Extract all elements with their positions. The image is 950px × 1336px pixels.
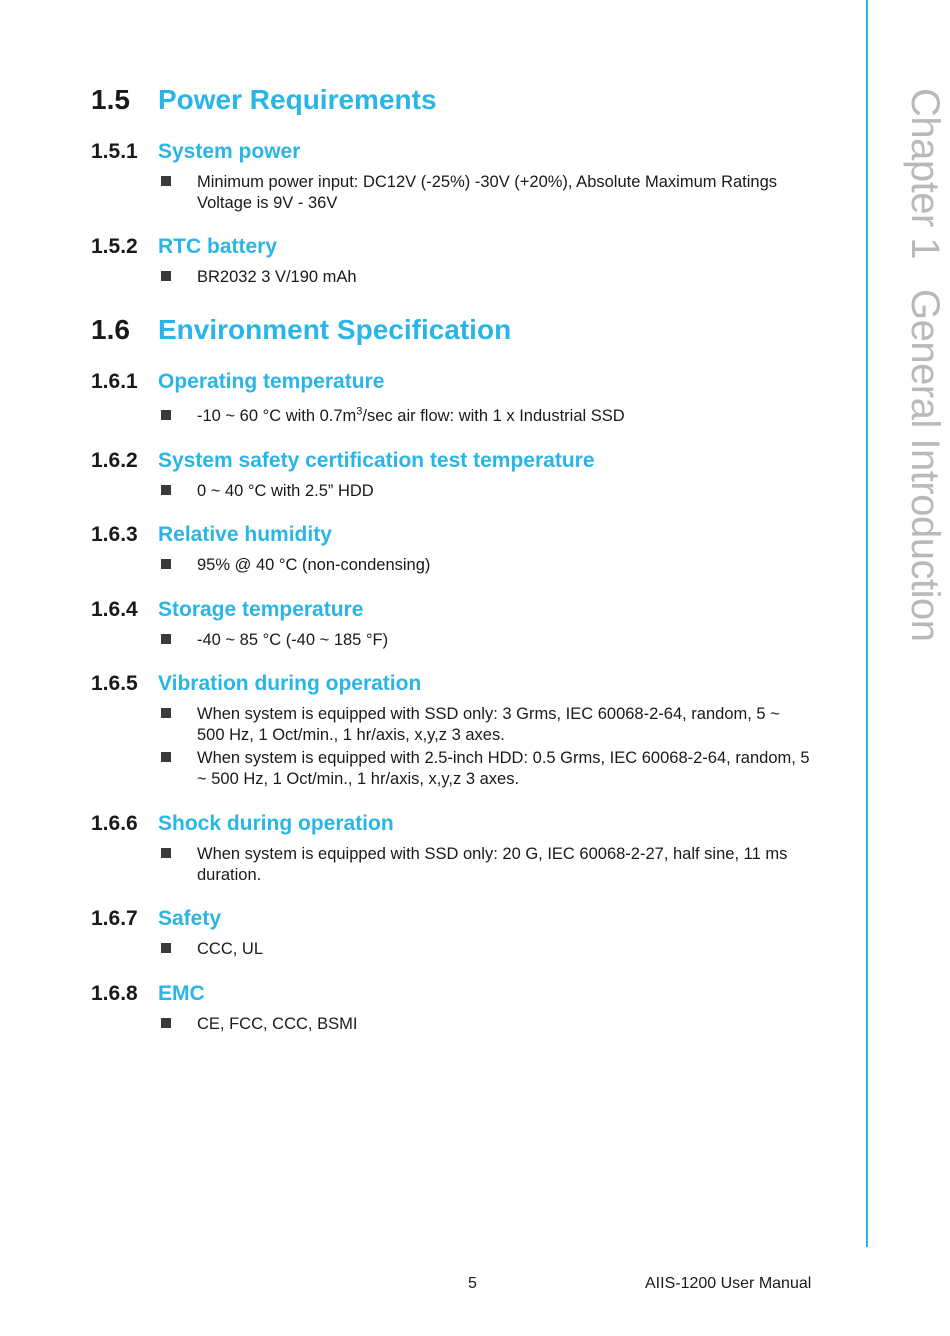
chapter-title: General Introduction <box>903 289 947 642</box>
list-item-text: 0 ~ 40 °C with 2.5” HDD <box>197 482 374 500</box>
bullet-square-icon <box>161 752 171 762</box>
list-item-text: -10 ~ 60 °C with $0.7m^3/\sec$ air flow: with 1 x Industrial SSD <box>197 405 625 425</box>
subsection-number: 1.5.2 <box>91 235 138 258</box>
subsection-title: RTC battery <box>158 235 278 258</box>
section-heading-1-6 <box>91 316 511 344</box>
subsection-title: System safety certification test temperature <box>158 449 595 472</box>
subsection-title: Storage temperature <box>158 598 364 621</box>
section-number: 1.6 <box>91 314 130 345</box>
subsection-title: Operating temperature <box>158 370 385 393</box>
list-item <box>161 172 811 214</box>
list-item-text: 95% @ 40 °C (non-condensing) <box>197 556 431 574</box>
list-item <box>161 704 811 746</box>
bullet-square-icon <box>161 485 171 495</box>
subsection-heading-1-6-1 <box>91 371 384 392</box>
list-item-text: CCC, UL <box>197 940 264 958</box>
list-item <box>161 939 811 960</box>
manual-title: AIIS-1200 User Manual <box>645 1275 812 1292</box>
list-item-text: -40 ~ 85 °C (-40 ~ 185 °F) <box>197 631 389 649</box>
section-title: Environment Specification <box>158 314 512 345</box>
subsection-number: 1.6.1 <box>91 370 138 393</box>
subsection-title: Safety <box>158 907 222 930</box>
bullet-square-icon <box>161 176 171 186</box>
subsection-number: 1.5.1 <box>91 140 138 163</box>
bullet-square-icon <box>161 559 171 569</box>
list-item <box>161 481 811 502</box>
subsection-heading-1-6-6 <box>91 813 394 834</box>
bullet-square-icon <box>161 708 171 718</box>
bullet-square-icon <box>161 634 171 644</box>
subsection-heading-1-5-2 <box>91 236 277 257</box>
list-item <box>161 555 811 576</box>
subsection-number: 1.6.4 <box>91 598 138 621</box>
subsection-title: Shock during operation <box>158 812 394 835</box>
subsection-heading-1-6-4 <box>91 599 363 620</box>
list-item <box>161 630 811 651</box>
subsection-title: EMC <box>158 982 205 1005</box>
chapter-divider-line <box>866 0 868 1247</box>
list-item-text: BR2032 3 V/190 mAh <box>197 268 357 286</box>
subsection-heading-1-6-8 <box>91 983 205 1004</box>
subsection-heading-1-5-1 <box>91 141 300 162</box>
page-number: 5 <box>468 1275 477 1292</box>
list-item-text: Minimum power input: DC12V (-25%) -30V (+20%), Absolute Maximum Ratings Voltage is 9V - 36V <box>197 173 778 212</box>
list-item-text: When system is equipped with 2.5-inch HDD: 0.5 Grms, IEC 60068-2-64, random, 5 ~ 500 Hz, 1 Oct/min., 1 hr/axis, x,y,z 3 axes. <box>197 749 810 788</box>
list-item <box>161 1014 811 1035</box>
bullet-square-icon <box>161 943 171 953</box>
list-item <box>161 267 811 288</box>
bullet-square-icon <box>161 848 171 858</box>
subsection-title: Relative humidity <box>158 523 332 546</box>
list-item-text: CE, FCC, CCC, BSMI <box>197 1015 358 1033</box>
bullet-square-icon <box>161 1018 171 1028</box>
subsection-heading-1-6-3 <box>91 524 332 545</box>
subsection-heading-1-6-5 <box>91 673 421 694</box>
list-item-text: When system is equipped with SSD only: 3 Grms, IEC 60068-2-64, random, 5 ~ 500 Hz, 1 Oct/min., 1 hr/axis, x,y,z 3 axes. <box>197 705 780 744</box>
subsection-number: 1.6.6 <box>91 812 138 835</box>
subsection-number: 1.6.2 <box>91 449 138 472</box>
subsection-number: 1.6.5 <box>91 672 138 695</box>
list-item <box>161 406 811 427</box>
section-number: 1.5 <box>91 84 130 115</box>
bullet-square-icon <box>161 271 171 281</box>
section-title: Power Requirements <box>158 84 437 115</box>
subsection-heading-1-6-7 <box>91 908 221 929</box>
chapter-label: Chapter 1 <box>903 88 947 260</box>
section-heading-1-5 <box>91 86 437 114</box>
subsection-number: 1.6.7 <box>91 907 138 930</box>
subsection-heading-1-6-2 <box>91 450 595 471</box>
list-item-text: When system is equipped with SSD only: 20 G, IEC 60068-2-27, half sine, 11 ms duration. <box>197 845 788 884</box>
list-item <box>161 748 811 790</box>
list-item <box>161 844 811 886</box>
subsection-title: System power <box>158 140 301 163</box>
chapter-tab <box>905 88 945 642</box>
subsection-number: 1.6.8 <box>91 982 138 1005</box>
bullet-square-icon <box>161 410 171 420</box>
subsection-title: Vibration during operation <box>158 672 422 695</box>
subsection-number: 1.6.3 <box>91 523 138 546</box>
